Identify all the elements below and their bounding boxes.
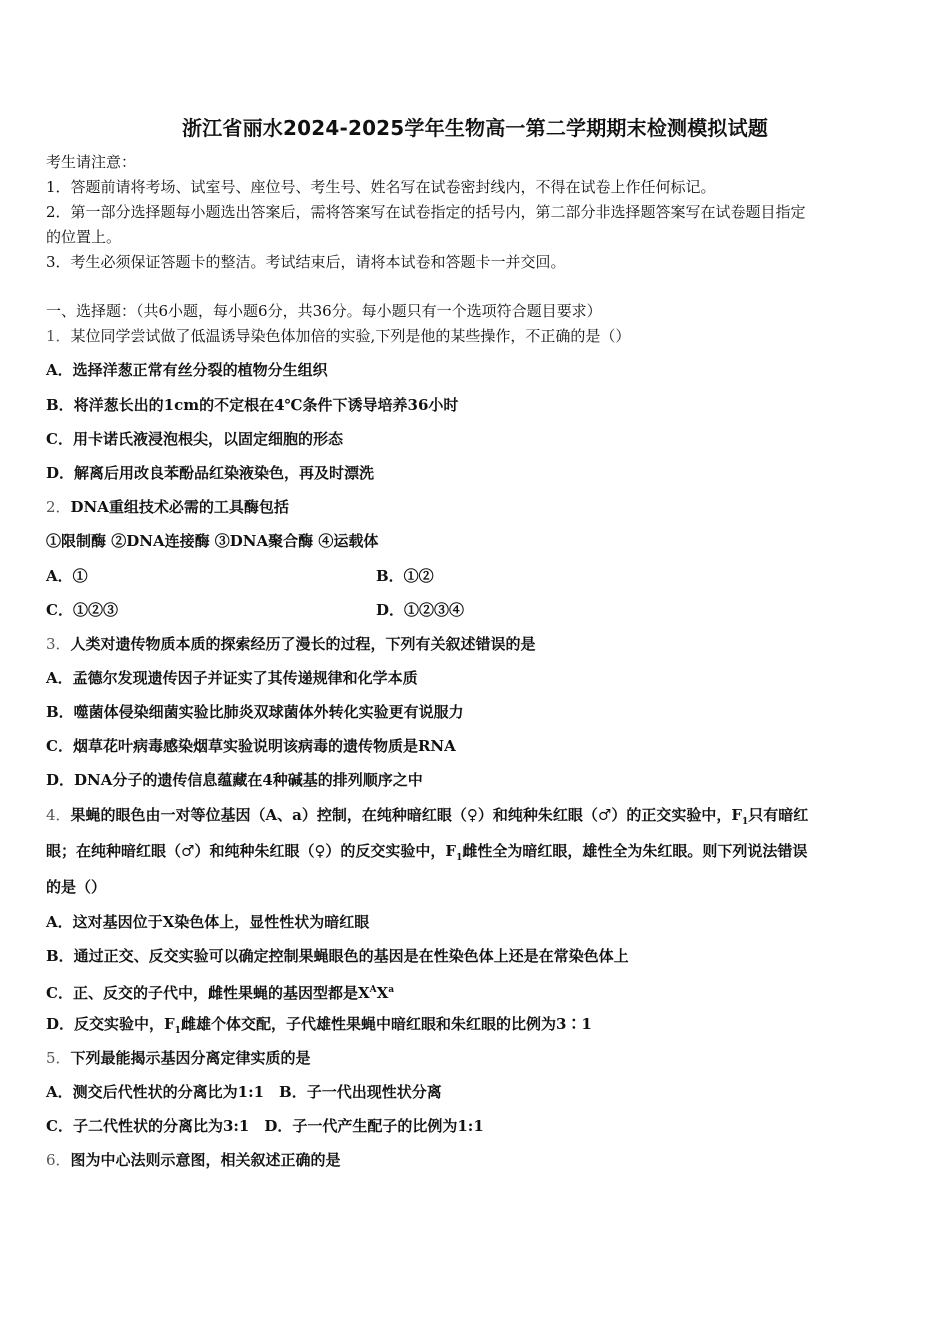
- question-stem: 人类对遗传物质本质的探索经历了漫长的过程，下列有关叙述错误的是: [70, 635, 536, 653]
- question-5: [46, 1048, 311, 1068]
- q4-option-c: [46, 980, 394, 1003]
- q3-option-c: C．烟草花叶病毒感染烟草实验说明该病毒的遗传物质是RNA: [46, 737, 456, 755]
- q3-option-d: D．DNA分子的遗传信息蕴藏在4种碱基的排列顺序之中: [46, 771, 423, 789]
- question-4-line-3: 的是（）: [46, 878, 107, 896]
- question-number: 1．: [46, 327, 71, 345]
- question-number: 3．: [46, 635, 71, 653]
- question-number: 6．: [46, 1151, 71, 1169]
- q3-option-a: A．孟德尔发现遗传因子并证实了其传递规律和化学本质: [46, 669, 418, 687]
- question-stem: 某位同学尝试做了低温诱导染色体加倍的实验,下列是他的某些操作，不正确的是（）: [70, 327, 631, 345]
- q1-option-c: C．用卡诺氏液浸泡根尖，以固定细胞的形态: [46, 430, 343, 448]
- question-number: 4．: [46, 806, 71, 824]
- q2-option-a: A．①: [46, 567, 88, 585]
- notice-item-1: 1．答题前请将考场、试室号、座位号、考生号、姓名写在试卷密封线内，不得在试卷上作任何标记。: [46, 178, 716, 196]
- q1-option-a: A．选择洋葱正常有丝分裂的植物分生组织: [46, 361, 328, 379]
- question-stem: DNA重组技术必需的工具酶包括: [70, 498, 289, 516]
- subscript: 1: [174, 1026, 181, 1036]
- question-stem: 图为中心法则示意图，相关叙述正确的是: [70, 1151, 341, 1169]
- question-stem: 下列最能揭示基因分离定律实质的是: [70, 1049, 311, 1067]
- question-number: 2．: [46, 498, 71, 516]
- notice-item-2: 2．第一部分选择题每小题选出答案后，需将答案写在试卷指定的括号内，第二部分非选择题答案写在试卷题目指定: [46, 203, 806, 221]
- question-2: [46, 497, 289, 517]
- superscript: A: [369, 985, 377, 995]
- question-number: 5．: [46, 1049, 71, 1067]
- question-3: [46, 634, 536, 654]
- question-4-line-2: [46, 841, 807, 868]
- question-6: [46, 1150, 341, 1170]
- question-stem-part: 雌性全为暗红眼，雄性全为朱红眼。则下列说法错误: [462, 842, 808, 860]
- question-stem-part: 果蝇的眼色由一对等位基因（A、a）控制，在纯种暗红眼（♀）和纯种朱红眼（♂）的正交实验中，F: [70, 806, 742, 824]
- question-4: [46, 805, 808, 832]
- option-text: D．反交实验中，F: [46, 1015, 175, 1033]
- subscript: 1: [741, 817, 749, 827]
- q4-option-b: B．通过正交、反交实验可以确定控制果蝇眼色的基因是在性染色体上还是在常染色体上: [46, 947, 629, 965]
- q5-options-cd: C．子二代性状的分离比为3:1 D．子一代产生配子的比例为1:1: [46, 1117, 484, 1135]
- q2-enzyme-list: ①限制酶 ②DNA连接酶 ③DNA聚合酶 ④运载体: [46, 532, 379, 550]
- notice-heading: 考生请注意：: [46, 153, 137, 171]
- notice-item-2-cont: 的位置上。: [46, 228, 122, 246]
- question-1: [46, 326, 630, 346]
- q5-options-ab: A．测交后代性状的分离比为1:1 B．子一代出现性状分离: [46, 1083, 442, 1101]
- q1-option-d: D．解离后用改良苯酚品红染液染色，再及时漂洗: [46, 464, 375, 482]
- q1-option-b: B．将洋葱长出的1cm的不定根在4℃条件下诱导培养36小时: [46, 396, 459, 414]
- subscript: 1: [456, 853, 463, 863]
- section-heading: 一、选择题：（共6小题，每小题6分，共36分。每小题只有一个选项符合题目要求）: [46, 302, 602, 320]
- option-text: C．正、反交的子代中，雌性果蝇的基因型都是X: [46, 984, 370, 1002]
- q4-option-d: [46, 1014, 592, 1041]
- superscript: a: [388, 985, 395, 995]
- q2-option-c: C．①②③: [46, 601, 118, 619]
- question-stem-part: 只有暗红: [748, 806, 809, 824]
- option-text: X: [376, 984, 389, 1002]
- option-text: 雌雄个体交配，子代雄性果蝇中暗红眼和朱红眼的比例为3∶1: [180, 1015, 592, 1033]
- q3-option-b: B．噬菌体侵染细菌实验比肺炎双球菌体外转化实验更有说服力: [46, 703, 464, 721]
- q2-option-d: D．①②③④: [376, 601, 465, 619]
- q4-option-a: A．这对基因位于X染色体上，显性性状为暗红眼: [46, 913, 370, 931]
- question-stem-part: 眼；在纯种暗红眼（♂）和纯种朱红眼（♀）的反交实验中，F: [46, 842, 457, 860]
- q2-option-b: B．①②: [376, 567, 434, 585]
- page-title: 浙江省丽水2024-2025学年生物高一第二学期期末检测模拟试题: [181, 116, 769, 140]
- notice-item-3: 3．考生必须保证答题卡的整洁。考试结束后，请将本试卷和答题卡一并交回。: [46, 253, 566, 271]
